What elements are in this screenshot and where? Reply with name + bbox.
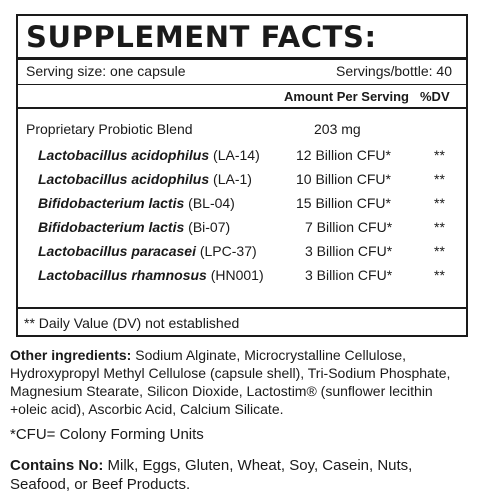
cfu-definition: *CFU= Colony Forming Units	[10, 426, 204, 443]
strain-amount: 10 Billion CFU*	[296, 171, 391, 187]
strain-species: Lactobacillus paracasei	[38, 243, 196, 259]
strain-amount: 12 Billion CFU*	[296, 147, 391, 163]
strain-dv: **	[434, 195, 445, 211]
strain-amount: 7 Billion CFU*	[305, 219, 393, 235]
strain-species: Bifidobacterium lactis	[38, 195, 185, 211]
strain-code: (LA-14)	[209, 147, 260, 163]
strain-name	[38, 194, 235, 212]
strain-code: (LPC-37)	[195, 243, 257, 259]
strain-code: (LA-1)	[209, 171, 252, 187]
strain-code: (HN001)	[206, 267, 264, 283]
other-ingredients-label: Other ingredients:	[10, 347, 132, 363]
strain-amount: 3 Billion CFU*	[305, 243, 393, 259]
thick-divider	[18, 57, 466, 60]
strain-dv: **	[434, 243, 445, 259]
other-ingredients	[10, 346, 470, 418]
strain-species: Bifidobacterium lactis	[38, 219, 185, 235]
serving-size: Serving size: one capsule	[26, 63, 186, 79]
strain-name	[38, 218, 230, 236]
strain-name	[38, 170, 252, 188]
blend-amount: 203 mg	[314, 121, 361, 137]
strain-dv: **	[434, 171, 445, 187]
strain-species: Lactobacillus rhamnosus	[38, 267, 207, 283]
strain-name	[38, 146, 260, 164]
strain-amount: 15 Billion CFU*	[296, 195, 391, 211]
supplement-facts-panel	[16, 14, 468, 337]
bottom-divider	[18, 307, 466, 309]
other-ingredients-text: Sodium Alginate, Microcrystalline Cellulose, Hydroxypropyl Methyl Cellulose (capsule shell), Tri-Sodium Phosphate, Magnesium Stearate, Silicon Dioxide, Lactostim® (sunflower lecithin +oleic acid), Ascorbic Acid, Calcium Silicate.	[10, 347, 451, 417]
daily-value-header: %DV	[420, 89, 450, 104]
strain-dv: **	[434, 267, 445, 283]
contains-label: Contains No:	[10, 457, 104, 474]
strain-species: Lactobacillus acidophilus	[38, 147, 210, 163]
medium-divider	[18, 107, 466, 109]
strain-code: (Bi-07)	[184, 219, 231, 235]
allergen-statement	[10, 456, 470, 494]
strain-species: Lactobacillus acidophilus	[38, 171, 210, 187]
contains-text: Milk, Eggs, Gluten, Wheat, Soy, Casein, Nuts, Seafood, or Beef Products.	[10, 457, 413, 493]
strain-name	[38, 266, 264, 284]
daily-value-note: ** Daily Value (DV) not established	[24, 315, 240, 331]
strain-dv: **	[434, 147, 445, 163]
strain-amount: 3 Billion CFU*	[305, 267, 393, 283]
facts-title: SUPPLEMENT FACTS:	[26, 20, 377, 54]
strain-dv: **	[434, 219, 445, 235]
servings-per-container: Servings/bottle: 40	[336, 63, 452, 79]
blend-name: Proprietary Probiotic Blend	[26, 121, 193, 137]
strain-name	[38, 242, 257, 260]
strain-code: (BL-04)	[184, 195, 235, 211]
amount-per-serving-header: Amount Per Serving	[284, 89, 409, 104]
thin-divider	[18, 84, 466, 85]
